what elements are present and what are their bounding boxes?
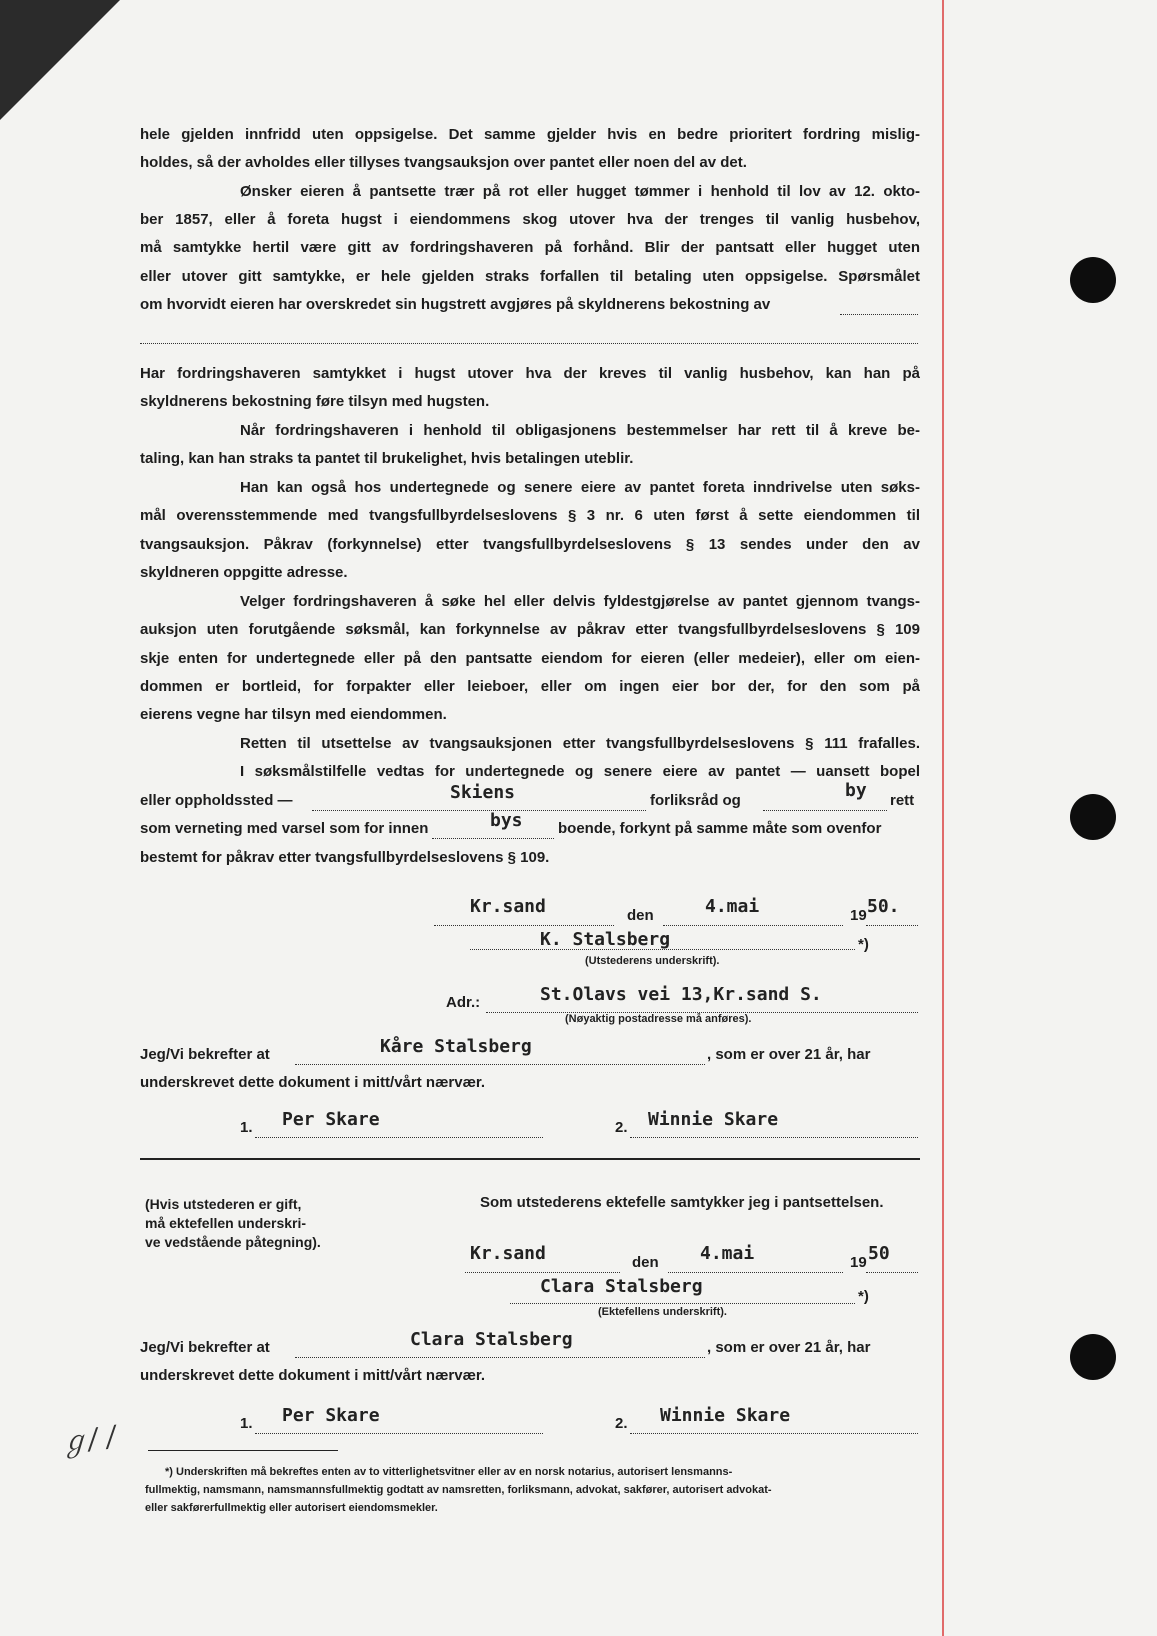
- text-line: Han kan også hos undertegnede og senere eiere av pantet foreta inndrivelse uten søks-: [240, 479, 920, 496]
- issuer-signature: K. Stalsberg: [540, 929, 671, 950]
- text-fragment: boende, forkynt på samme måte som ovenfor: [558, 820, 882, 837]
- text-line: dommen er bortleid, for forpakter eller leieboer, eller om ingen eier bor der, for den som på: [140, 678, 920, 695]
- section-divider: [140, 1158, 920, 1160]
- punch-hole-top: [1070, 257, 1116, 303]
- text-line: holdes, så der avholdes eller tillyses tvangsauksjon over pantet eller noen del av det.: [140, 154, 747, 171]
- text-line: tvangsauksjon. Påkrav (forkynnelse) etter tvangsfullbyrdelseslovens § 13 sendes under den av: [140, 536, 920, 553]
- text-fragment: eller oppholdssted —: [140, 792, 293, 809]
- den-label: den: [627, 907, 654, 924]
- text-line: eierens vegne har tilsyn med eiendommen.: [140, 706, 447, 723]
- text-fragment: som verneting med varsel som for innen: [140, 820, 429, 837]
- address-label: Adr.:: [446, 994, 481, 1011]
- red-margin-line: [942, 0, 944, 1636]
- signature-caption: (Ektefellens underskrift).: [598, 1306, 727, 1318]
- margin-annotation: ℊ/ /: [58, 1419, 119, 1460]
- spouse-year: 50: [868, 1243, 890, 1264]
- text-line: I søksmålstilfelle vedtas for undertegnede og senere eiere av pantet — uansett bopel: [240, 763, 920, 780]
- text-fragment: underskrevet dette dokument i mitt/vårt nærvær.: [140, 1074, 486, 1091]
- year-prefix: 19: [850, 1254, 867, 1271]
- text-line: Velger fordringshaveren å søke hel eller delvis fyldestgjørelse av pantet gjennom tvangs-: [240, 593, 920, 610]
- rett-value: by: [845, 780, 867, 801]
- issuer-year: 50.: [867, 896, 900, 917]
- blank-field: [140, 323, 918, 344]
- text-line: må samtykke hertil være gitt av fordringshaveren på forhånd. Blir der pantsatt eller hugget uten: [140, 239, 920, 256]
- footnote-line: *) Underskriften må bekreftes enten av to vitterlighetsvitner eller av en norsk notarius, autorisert lensmanns-: [165, 1466, 733, 1478]
- issuer-address: St.Olavs vei 13,Kr.sand S.: [540, 984, 822, 1005]
- witness-number: 1.: [240, 1415, 253, 1432]
- witness-1-name: Per Skare: [282, 1405, 380, 1426]
- text-fragment: forliksråd og: [650, 792, 741, 809]
- text-fragment: , som er over 21 år, har: [707, 1046, 871, 1063]
- address-caption: (Nøyaktig postadresse må anføres).: [565, 1013, 752, 1025]
- punch-hole-bottom: [1070, 1334, 1116, 1380]
- text-line: hele gjelden innfridd uten oppsigelse. Det samme gjelder hvis en bedre prioritert fordring mislig-: [140, 126, 920, 143]
- text-line: Retten til utsettelse av tvangsauksjonen etter tvangsfullbyrdelseslovens § 111 frafalles.: [240, 735, 920, 752]
- signature-caption: (Utstederens underskrift).: [585, 955, 720, 967]
- footnote-divider: [148, 1450, 338, 1451]
- spouse-place: Kr.sand: [470, 1243, 546, 1264]
- text-line: Har fordringshaveren samtykket i hugst utover hva der kreves til vanlig husbehov, kan han på: [140, 365, 920, 382]
- issuer-place: Kr.sand: [470, 896, 546, 917]
- issuer-date: 4.mai: [705, 896, 760, 917]
- date-field: [668, 1252, 843, 1273]
- text-line: taling, kan han straks ta pantet til brukelighet, hvis betalingen uteblir.: [140, 450, 634, 467]
- text-line: bestemt for påkrav etter tvangsfullbyrdelseslovens § 109.: [140, 849, 550, 866]
- footnote-line: fullmektig, namsmann, namsmannsfullmektig godtatt av namsretten, forliksmann, advokat, sakfører, autorisert advokat-: [145, 1484, 772, 1496]
- spouse-note-line: må ektefellen underskri-: [145, 1215, 307, 1231]
- signature-mark: *): [858, 936, 869, 953]
- text-fragment: underskrevet dette dokument i mitt/vårt nærvær.: [140, 1367, 486, 1384]
- spouse-date: 4.mai: [700, 1243, 755, 1264]
- text-line: om hvorvidt eieren har overskredet sin hugstrett avgjøres på skyldnerens bekostning av: [140, 296, 771, 313]
- witness-number: 2.: [615, 1415, 628, 1432]
- text-line: ber 1857, eller å foreta hugst i eiendommens skog utover hva der trenges til vanlig husbehov,: [140, 211, 920, 228]
- signature-mark: *): [858, 1288, 869, 1305]
- spouse-consent: Som utstederens ektefelle samtykker jeg i pantsettelsen.: [480, 1194, 884, 1211]
- year-prefix: 19: [850, 907, 867, 924]
- spouse-note-line: ve vedstående påtegning).: [145, 1234, 321, 1250]
- spouse-signature: Clara Stalsberg: [540, 1276, 703, 1297]
- text-line: skyldnerens bekostning føre tilsyn med hugsten.: [140, 393, 490, 410]
- text-line: Når fordringshaveren i henhold til obligasjonens bestemmelser har rett til å kreve be-: [240, 422, 920, 439]
- confirmed-name: Clara Stalsberg: [410, 1329, 573, 1350]
- witness-2-name: Winnie Skare: [648, 1109, 779, 1130]
- text-fragment: rett: [890, 792, 915, 809]
- innen-value: bys: [490, 810, 523, 831]
- text-line: eller utover gitt samtykke, er hele gjelden straks forfallen til betaling uten oppsigelse. Spørsmålet: [140, 268, 920, 285]
- confirmed-name: Kåre Stalsberg: [380, 1036, 532, 1057]
- text-line: skyldneren oppgitte adresse.: [140, 564, 348, 581]
- text-fragment: Jeg/Vi bekrefter at: [140, 1046, 270, 1063]
- text-line: mål overensstemmende med tvangsfullbyrdelseslovens § 3 nr. 6 uten først å sette eiendommen til: [140, 507, 920, 524]
- text-line: Ønsker eieren å pantsette trær på rot eller hugget tømmer i henhold til lov av 12. okto-: [240, 183, 920, 200]
- witness-number: 2.: [615, 1119, 628, 1136]
- den-label: den: [632, 1254, 659, 1271]
- blank-field: [840, 294, 918, 315]
- rett-field: [763, 790, 887, 811]
- forliksrad-value: Skiens: [450, 782, 516, 803]
- punch-hole-middle: [1070, 794, 1116, 840]
- text-line: skje enten for undertegnede eller på den pantsatte eiendom for eieren (eller medeier), eller om eien-: [140, 650, 920, 667]
- text-line: auksjon uten forutgående søksmål, kan forkynnelse av påkrav etter tvangsfullbyrdelseslovens § 109: [140, 621, 920, 638]
- footnote-line: eller sakførerfullmektig eller autorisert eiendomsmekler.: [145, 1502, 438, 1514]
- folded-corner: [0, 0, 120, 120]
- text-fragment: Jeg/Vi bekrefter at: [140, 1339, 270, 1356]
- text-fragment: , som er over 21 år, har: [707, 1339, 871, 1356]
- spouse-note-line: (Hvis utstederen er gift,: [145, 1196, 302, 1212]
- witness-1-name: Per Skare: [282, 1109, 380, 1130]
- witness-2-name: Winnie Skare: [660, 1405, 791, 1426]
- witness-number: 1.: [240, 1119, 253, 1136]
